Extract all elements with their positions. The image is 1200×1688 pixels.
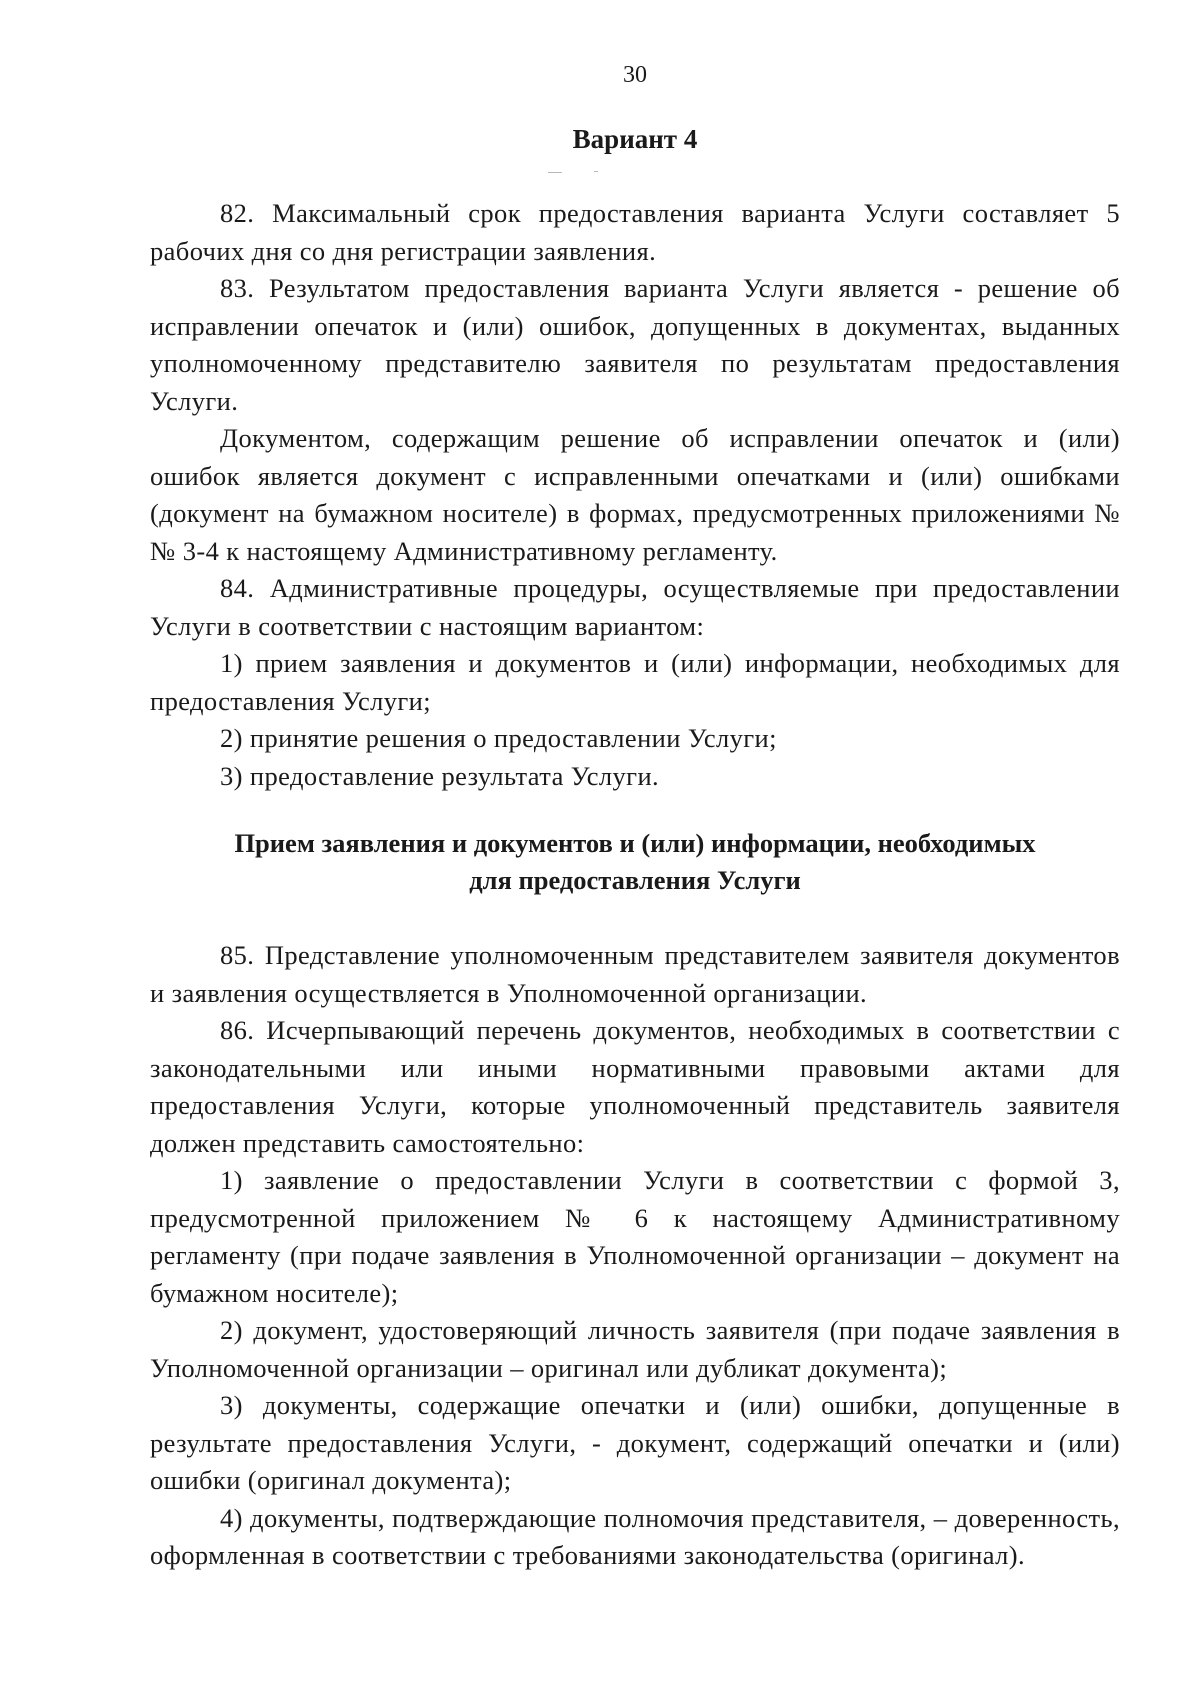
section-heading-line-1: Прием заявления и документов и (или) информации, необходимых [234,828,1036,858]
paragraph-86-item-3: 3) документы, содержащие опечатки и (или) ошибки, допущенные в результате предоставления Услуги, - документ, содержащий опечатки и (или) ошибки (оригинал документа); [150,1390,1120,1495]
paragraph-86-item-1: 1) заявление о предоставлении Услуги в соответствии с формой 3, предусмотренной приложением № 6 к настоящему Административному регламенту (при подаче заявления в Уполномоченной организации – документ на бумажном носителе); [150,1165,1120,1308]
paragraph-86-item-2: 2) документ, удостоверяющий личность заявителя (при подаче заявления в Уполномоченной организации – оригинал или дубликат документа); [150,1315,1120,1383]
section-heading-line-2: для предоставления Услуги [469,865,801,895]
scan-artifact [594,171,598,172]
paragraph-84-item-3: 3) предоставление результата Услуги. [220,760,660,791]
paragraph-82: 82. Максимальный срок предоставления варианта Услуги составляет 5 рабочих дня со дня регистрации заявления. [150,198,1120,266]
paragraph-84-item-1: 1) прием заявления и документов и (или) информации, необходимых для предоставления Услуги; [150,648,1120,716]
paragraph-83: 83. Результатом предоставления варианта Услуги является - решение об исправлении опечаток и (или) ошибок, допущенных в документах, выданных уполномоченному представителю заявителя по результатам предоставления Услуги. [150,273,1120,416]
scan-artifact [548,172,562,173]
paragraph-84-item-2: 2) принятие решения о предоставлении Услуги; [220,723,777,753]
paragraph-86-item-4: 4) документы, подтверждающие полномочия представителя, – доверенность, оформленная в соответствии с требованиями законодательства (оригинал). [150,1502,1120,1570]
document-body [150,195,1120,1575]
paragraph-83-document: Документом, содержащим решение об исправлении опечаток и (или) ошибок является документ с исправленными опечатками и (или) ошибками (документ на бумажном носителе) в формах, предусмотренных приложениями №№ 3-4 к настоящему Административному регламенту. [150,423,1120,566]
page-number: 30 [623,62,647,88]
paragraph-86: 86. Исчерпывающий перечень документов, необходимых в соответствии с законодательными или иными нормативными правовыми актами для предоставления Услуги, которые уполномоченный представитель заявителя должен представить самостоятельно: [150,1015,1120,1158]
paragraph-84: 84. Административные процедуры, осуществляемые при предоставлении Услуги в соответствии с настоящим вариантом: [150,573,1120,641]
variant-heading: Вариант 4 [572,124,698,154]
section-heading [150,825,1120,899]
paragraph-85: 85. Представление уполномоченным представителем заявителя документов и заявления осуществляется в Уполномоченной организации. [150,940,1120,1008]
